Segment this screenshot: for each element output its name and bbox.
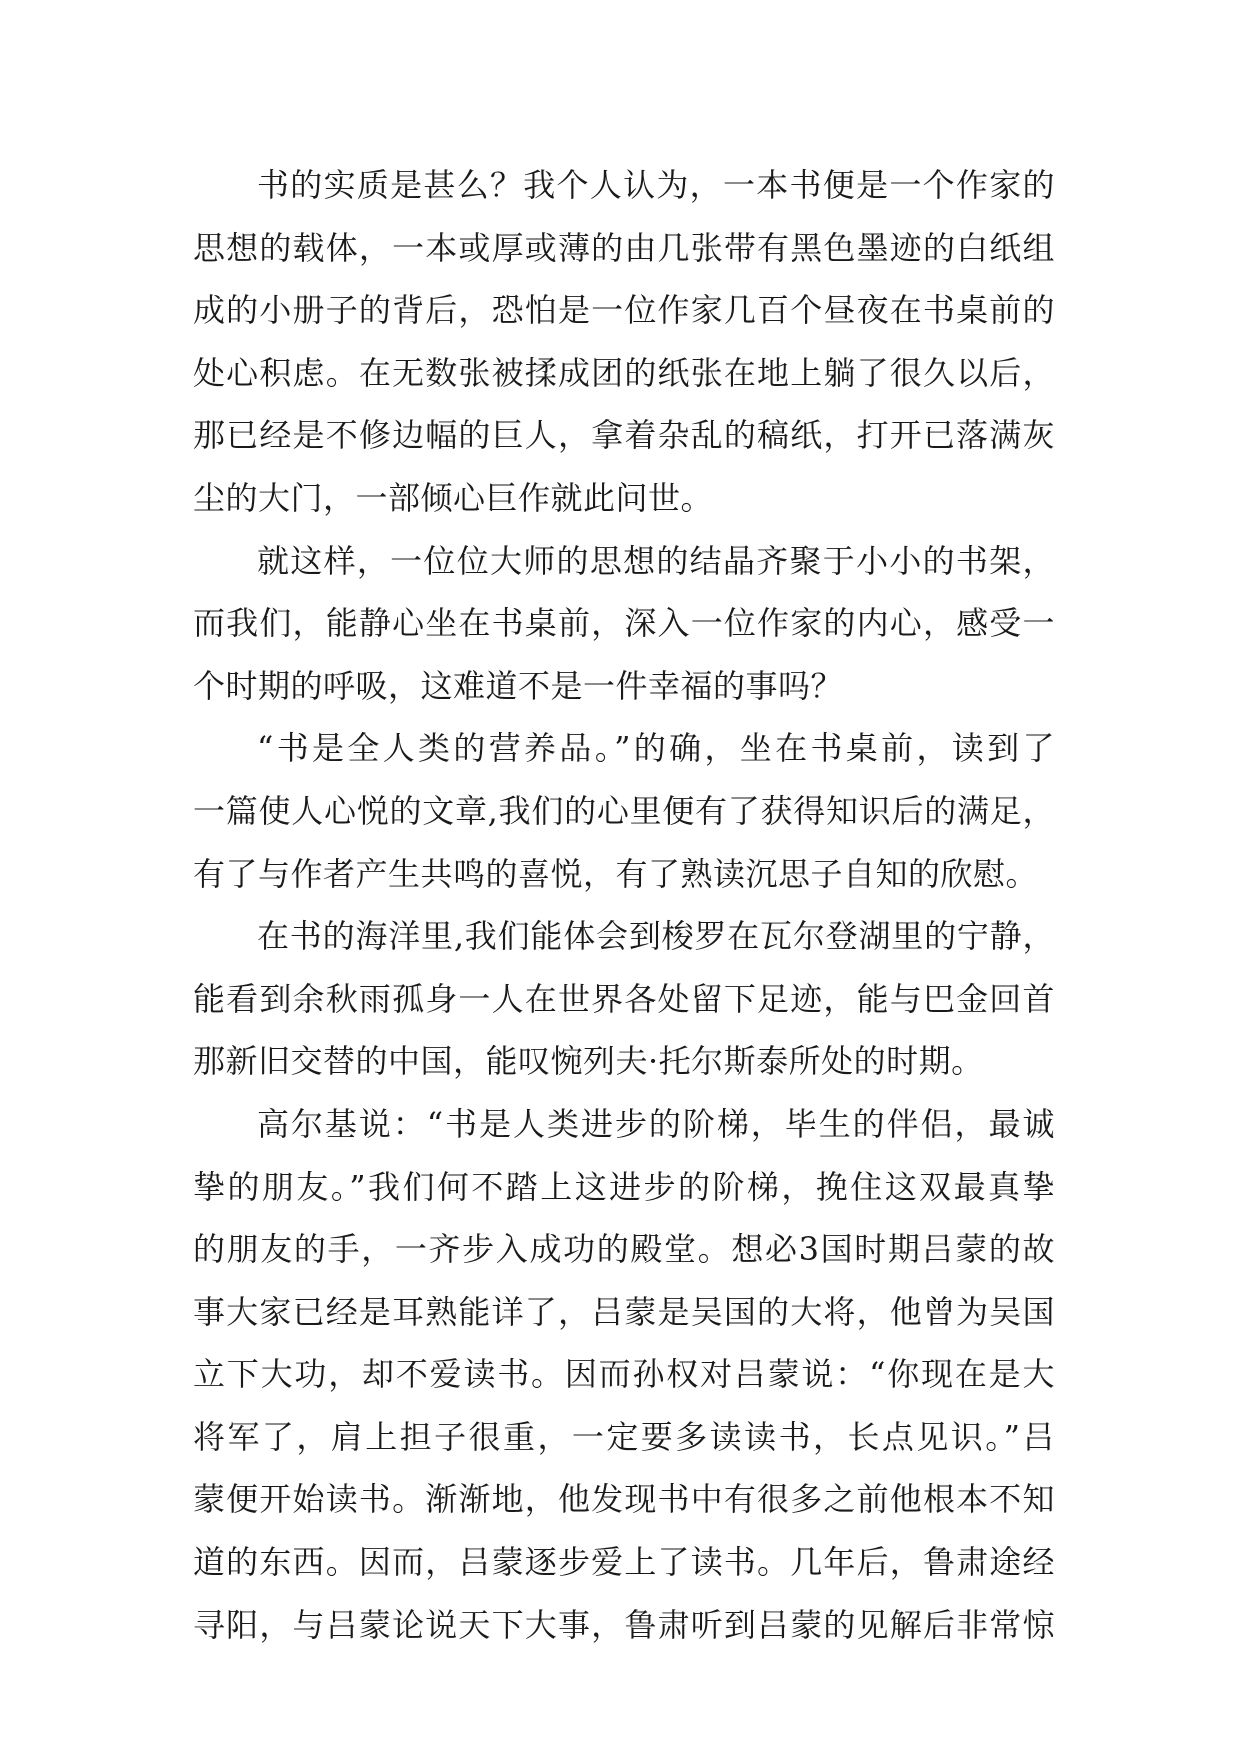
text-line: 立下大功，却不爱读书。因而孙权对吕蒙说：“你现在是大 [193,1355,1055,1394]
text-line: 一篇使人心悦的文章,我们的心里便有了获得知识后的满足， [193,791,1055,830]
text-line: 挚的朋友。”我们何不踏上这进步的阶梯，挽住这双最真挚 [193,1167,1055,1206]
text-line: 高尔基说：“书是人类进步的阶梯，毕生的伴侣，最诚 [257,1104,1055,1143]
text-line: 的朋友的手，一齐步入成功的殿堂。想必3国时期吕蒙的故 [193,1230,1055,1269]
text-line: 能看到余秋雨孤身一人在世界各处留下足迹，能与巴金回首 [193,979,1055,1018]
text-line: 而我们，能静心坐在书桌前，深入一位作家的内心，感受一 [193,604,1055,643]
document-body [193,154,1055,1656]
text-line: 那新旧交替的中国，能叹惋列夫·托尔斯泰所处的时期。 [193,1042,984,1081]
text-line: 事大家已经是耳熟能详了，吕蒙是吴国的大将，他曾为吴国 [193,1292,1055,1331]
text-line: 蒙便开始读书。渐渐地，他发现书中有很多之前他根本不知 [193,1480,1055,1519]
text-line: 在书的海洋里,我们能体会到梭罗在瓦尔登湖里的宁静， [257,917,1055,956]
text-line: 成的小册子的背后，恐怕是一位作家几百个昼夜在书桌前的 [193,291,1055,330]
text-line: 将军了，肩上担子很重，一定要多读读书，长点见识。”吕 [193,1417,1055,1456]
text-line: 就这样，一位位大师的思想的结晶齐聚于小小的书架， [257,541,1055,580]
text-line: 处心积虑。在无数张被揉成团的纸张在地上躺了很久以后， [193,353,1055,392]
text-line: 书的实质是甚么？我个人认为，一本书便是一个作家的 [257,166,1055,204]
text-line: 寻阳，与吕蒙论说天下大事，鲁肃听到吕蒙的见解后非常惊 [193,1605,1055,1644]
text-line: 个时期的呼吸，这难道不是一件幸福的事吗？ [193,666,844,705]
text-line: 道的东西。因而，吕蒙逐步爱上了读书。几年后，鲁肃途经 [193,1543,1055,1582]
text-line: “书是全人类的营养品。”的确，坐在书桌前，读到了 [257,729,1055,768]
text-line: 有了与作者产生共鸣的喜悦，有了熟读沉思子自知的欣慰。 [193,854,1039,893]
text-line: 思想的载体，一本或厚或薄的由几张带有黑色墨迹的白纸组 [193,228,1055,267]
text-line: 那已经是不修边幅的巨人，拿着杂乱的稿纸，打开已落满灰 [193,416,1055,455]
text-line: 尘的大门，一部倾心巨作就此问世。 [193,478,714,517]
